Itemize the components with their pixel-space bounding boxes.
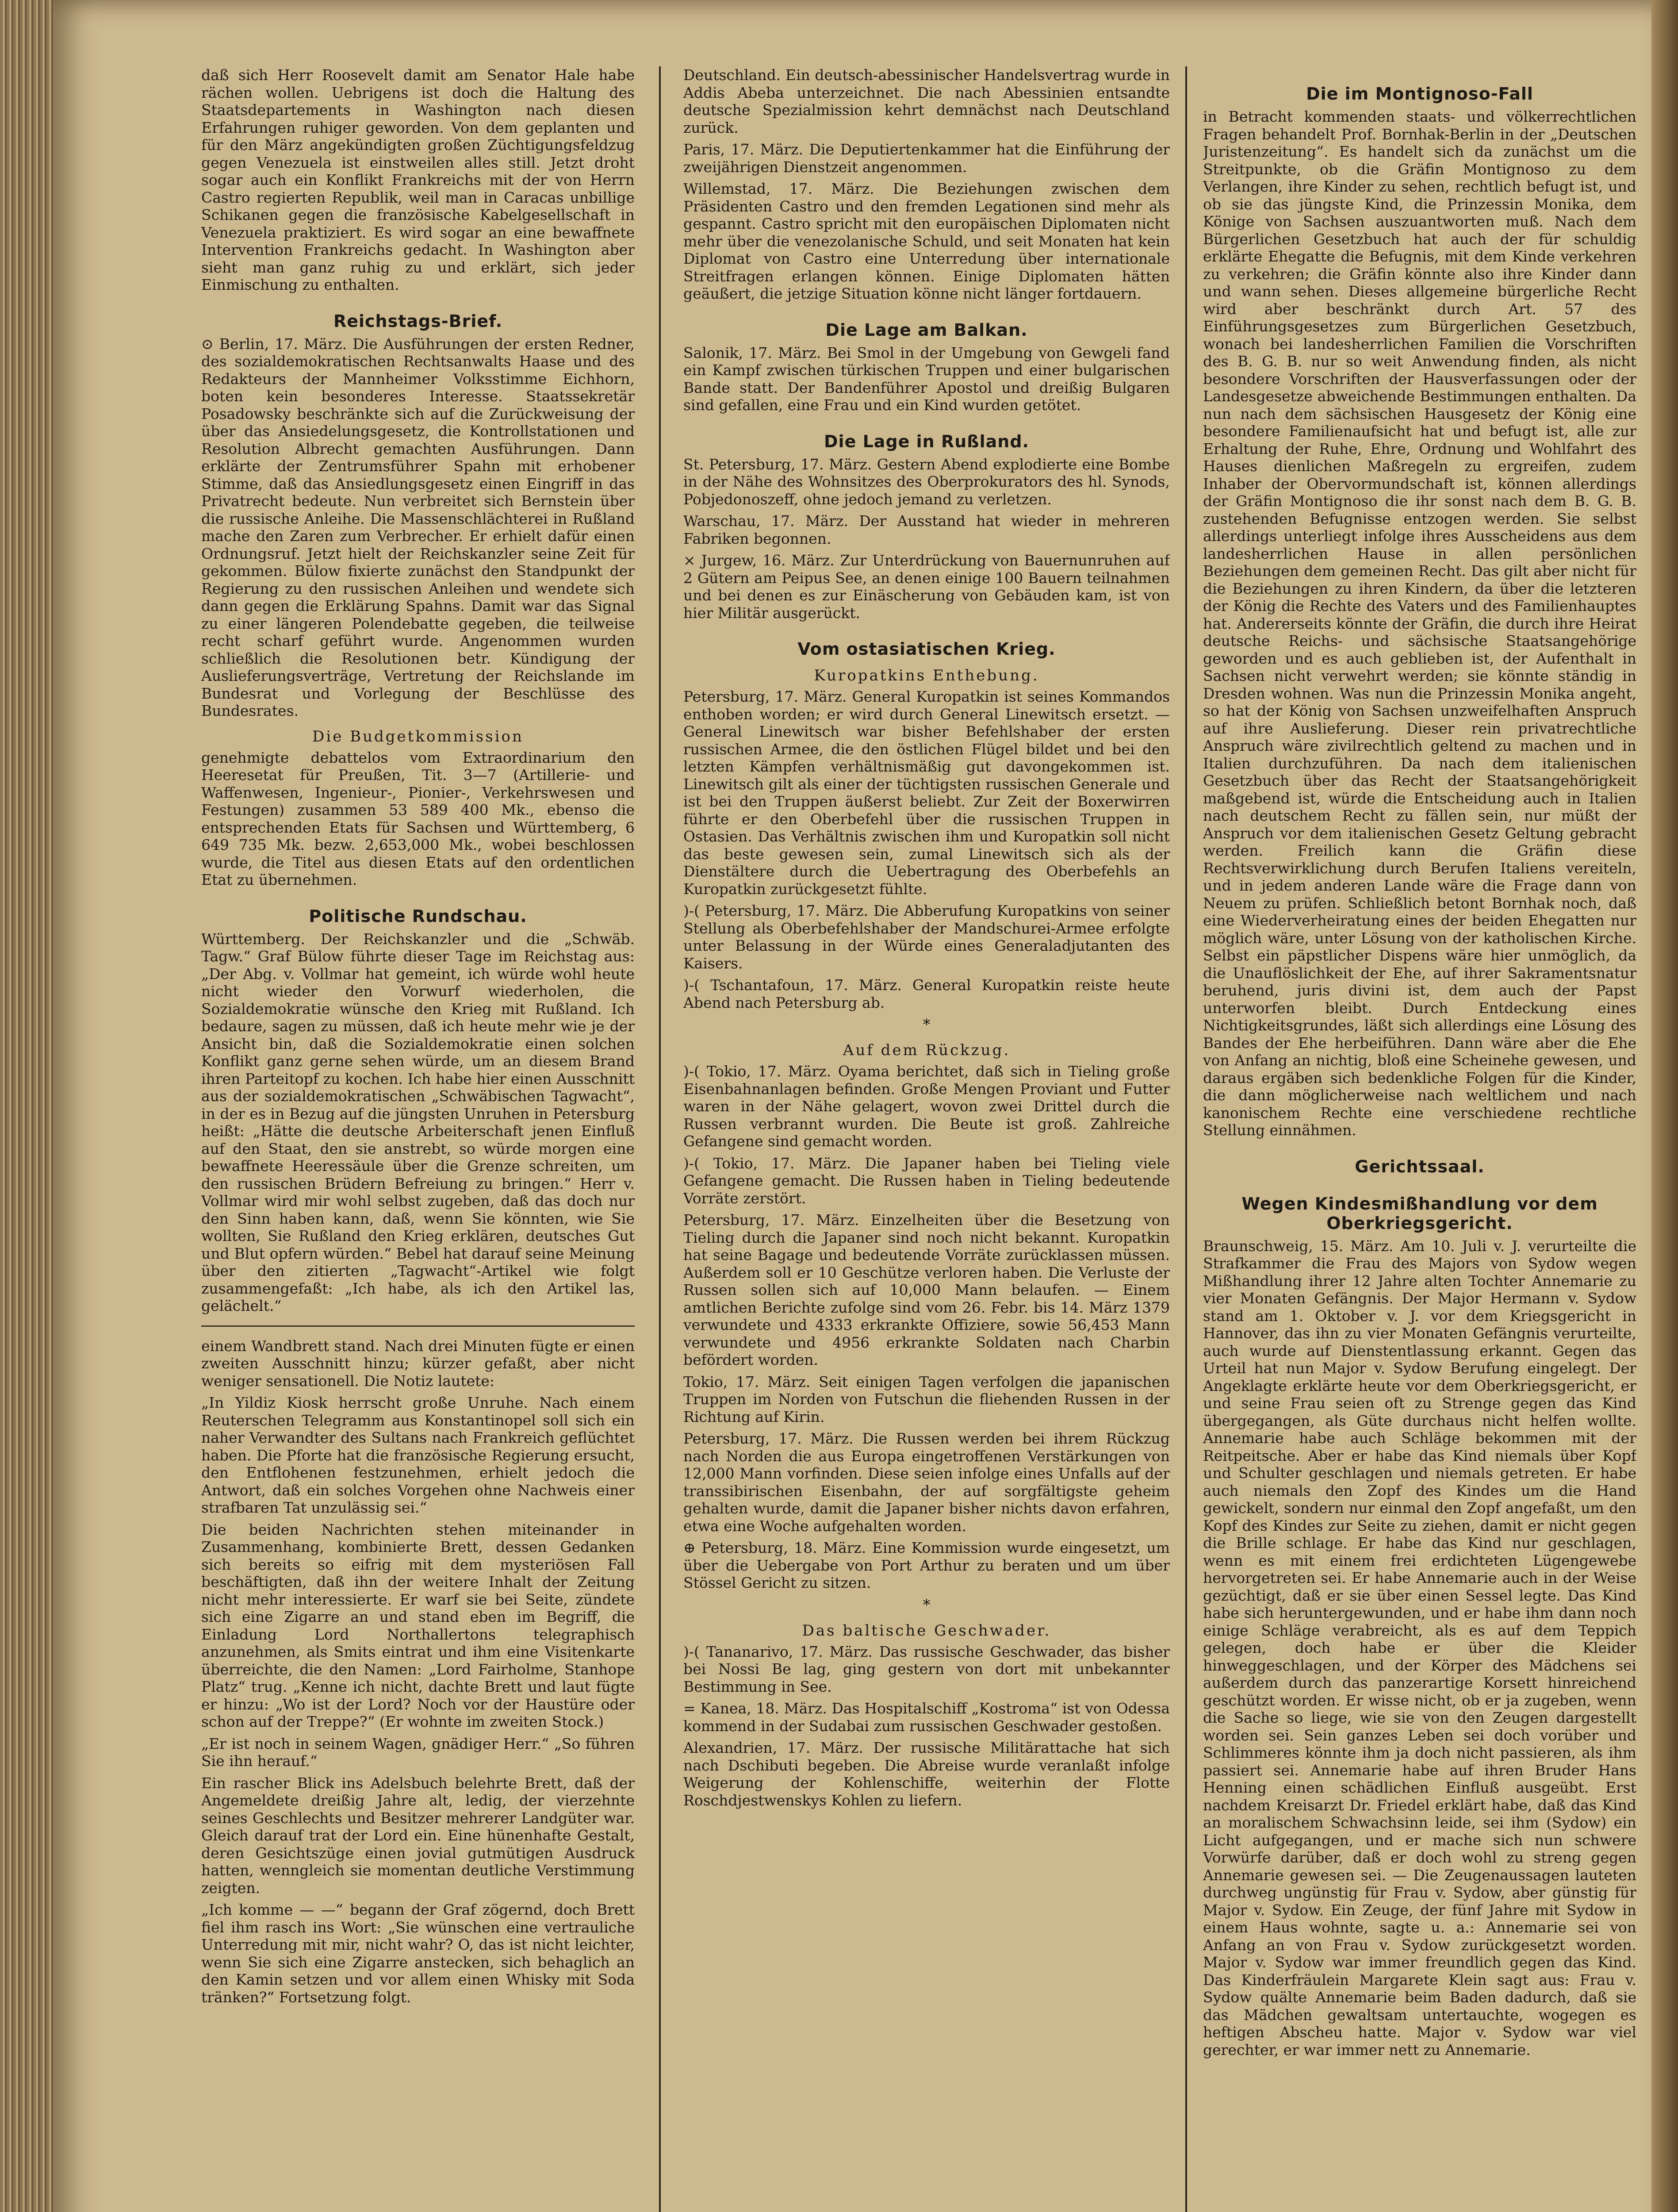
- feuilleton-text: „In Yildiz Kiosk herrscht große Unruhe. Nach einem Reuterschen Telegramm aus Konstantinopel soll sich ein naher Verwandter des Sultans nach Frankreich geflüchtet haben. Die Pforte hat die französische Regierung ersucht, den Entflohenen festzunehmen, erhielt jedoch die Antwort, daß ein solches Vorgehen ohne Nachweis einer strafbaren Tat unzulässig sei.“: [201, 1394, 635, 1516]
- section-subheading: Das baltische Geschwader.: [802, 1621, 1051, 1640]
- article-text: ⊙ Berlin, 17. März. Die Ausführungen der ersten Redner, des sozialdemokratischen Rechtsanwalts Haase und des Redakteurs der Mannheimer Volksstimme Eichhorn, boten kein besonderes Interesse. Staatssekretär Posadowsky beschränkte sich auf die Zurückweisung der über das Ansiedelungsgesetz, die Kontrollstationen und Resolution Albrecht gemachten Ausführungen. Dann erklärte der Zentrumsführer Spahn mit erhobener Stimme, daß das Ansiedlungsgesetz einen Eingriff in das Privatrecht bedeute. Nun verbreitet sich Bernstein über die russische Anleihe. Die Massenschlächterei in Rußland mache den Zaren zum Verbrecher. Er erhielt dafür einen Ordnungsruf. Jetzt hielt der Reichskanzler seine Zeit für gekommen. Bülow fixierte zunächst den Standpunkt der Regierung zu den russischen Anleihen und wendete sich dann gegen die Erklärung Spahns. Damit war das Signal zu einer längeren Polendebatte gegeben, die teilweise recht scharf geführt wurde. Angenommen wurden schließlich die Resolutionen betr. Kündigung der Auslieferungsverträge, Vertretung der Reichslande im Bundesrat und Vorlegung der Beschlüsse des Bundesrates.: [201, 335, 635, 719]
- article-text: Salonik, 17. März. Bei Smol in der Umgebung von Gewgeli fand ein Kampf zwischen türkischen Truppen und einer bulgarischen Bande statt. Der Bandenführer Apostol und dreißig Bulgaren sind gefallen, eine Frau und ein Kind wurden getötet.: [683, 344, 1170, 414]
- section-heading: Vom ostasiatischen Krieg.: [797, 639, 1056, 659]
- section-heading: Wegen Kindesmißhandlung vor dem Oberkriegsgericht.: [1241, 1194, 1598, 1233]
- next-page-edge: [1651, 0, 1678, 2212]
- article-text: daß sich Herr Roosevelt damit am Senator Hale habe rächen wollen. Uebrigens ist doch die Haltung des Staatsdepartements in Washington nach diesen Erfahrungen ruhiger geworden. Von dem geplanten und für den März angekündigten großen Züchtigungsfeldzug gegen Venezuela ist einstweilen alles still. Jetzt droht sogar auch ein Konflikt Frankreichs mit der von Herrn Castro regierten Republik, weil man in Caracas unbillige Schikanen gegen die französische Kabelgesellschaft in Venezuela praktiziert. Es wird sogar an eine bewaffnete Intervention Frankreichs gedacht. In Washington aber sieht man ganz ruhig zu und erklärt, sich jeder Einmischung zu enthalten.: [201, 66, 635, 293]
- feuilleton-text: Ein rascher Blick ins Adelsbuch belehrte Brett, daß der Angemeldete dreißig Jahre alt, ledig, der vierzehnte seines Geschlechts und Besitzer mehrerer Landgüter war. Gleich darauf trat der Lord ein. Eine hünenhafte Gestalt, deren Gesichtszüge einen jovial gutmütigen Ausdruck hatten, wenngleich sie momentan deutliche Verstimmung zeigten.: [201, 1774, 635, 1897]
- section-heading: Gerichtssaal.: [1355, 1156, 1485, 1176]
- section-subheading: Die Budgetkommission: [312, 727, 524, 745]
- article-text: St. Petersburg, 17. März. Gestern Abend explodierte eine Bombe in der Nähe des Wohnsitzes des Oberprokurators des hl. Synods, Pobjedonoszeff, ohne jedoch jemand zu verletzen.: [683, 455, 1170, 508]
- article-text: Paris, 17. März. Die Deputiertenkammer hat die Einführung der zweijährigen Dienstzeit angenommen.: [683, 141, 1170, 176]
- article-text: Württemberg. Der Reichskanzler und die „Schwäb. Tagw.“ Graf Bülow führte dieser Tage im Reichstag aus: „Der Abg. v. Vollmar hat gemeint, ich würde wohl heute nicht wieder den Vorwurf wiederholen, die Sozialdemokratie wünsche den Krieg mit Rußland. Ich bedaure, sagen zu müssen, daß ich heute mehr wie je der Ansicht bin, daß die Sozialdemokratie einen solchen Konflikt ganz gerne sehen würde, um an diesem Brand ihren Parteitopf zu kochen. Ich habe hier einen Ausschnitt aus der sozialdemokratischen „Schwäbischen Tagwacht“, in der es in Bezug auf die jüngsten Unruhen in Petersburg heißt: „Hätte die deutsche Arbeiterschaft jenen Einfluß auf den Staat, den sie anstrebt, so würde morgen eine bewaffnete Heeressäule über die Grenze schreiten, um den russischen Brüdern Befreiung zu bringen.“ Herr v. Vollmar wird mir wohl selbst zugeben, daß das doch nur den Sinn haben kann, daß, wenn Sie könnten, wie Sie wollten, Sie Rußland den Krieg erklären, deutsches Gut und Blut opfern würden.“ Bebel hat darauf seine Meinung über den zitierten „Tagwacht“-Artikel wie folgt zusammengefaßt: „Ich habe, als ich den Artikel las, gelächelt.“: [201, 930, 635, 1314]
- article-text: ⊕ Petersburg, 18. März. Eine Kommission wurde eingesetzt, um über die Uebergabe von Port Arthur zu beraten und um über Stössel Gericht zu sitzen.: [683, 1539, 1170, 1591]
- article-text: in Betracht kommenden staats- und völkerrechtlichen Fragen behandelt Prof. Bornhak-Berlin in der „Deutschen Juristenzeitung“. Es handelt sich da zunächst um die Streitpunkte, ob die Gräfin Montignoso zu dem Verlangen, ihre Kinder zu sehen, rechtlich befugt ist, und ob sie das jüngste Kind, die Prinzessin Monika, dem Könige von Sachsen auszuantworten muß. Nach dem Bürgerlichen Gesetzbuch hat auch der für schuldig erklärte Ehegatte die Befugnis, mit dem Kinde verkehren zu verkehren; die Gräfin könnte also ihre Kinder dann und wann sehen. Dieses allgemeine bürgerliche Recht wird aber beschränkt durch Art. 57 des Einführungsgesetzes zum Bürgerlichen Gesetzbuch, wonach bei landesherrlichen Familien die Vorschriften des B. G. B. nur so weit Anwendung finden, als nicht besondere Vorschriften der Hausverfassungen oder der Landesgesetze abweichende Bestimmungen enthalten. Da nun nach dem sächsischen Hausgesetz der König eine besondere Familienaufsicht hat und befugt ist, alle zur Erhaltung der Ruhe, Ehre, Ordnung und Wohlfahrt des Hauses dienlichen Maßregeln zu ergreifen, zudem Inhaber der Obervormundschaft ist, können allerdings der Gräfin Montignoso die ihr sonst nach dem B. G. B. zustehenden Befugnisse entzogen werden. Sie selbst allerdings unterliegt infolge ihres Ausscheidens aus dem landesherrlichen Hause in allen persönlichen Beziehungen dem gemeinen Recht. Das gilt aber nicht für die Beziehungen zu ihren Kindern, da über die letzteren der König die Rechte des Vaters und des Familienhauptes hat. Andererseits könnte der Gräfin, die durch ihre Heirat deutsche Reichs- und sächsische Staatsangehörige geworden und es auch geblieben ist, der Aufenthalt in Sachsen nicht verwehrt werden; sie könnte ständig in Dresden wohnen. Was nun die Prinzessin Monika angeht, so hat der König von Sachsen unzweifelhaften Anspruch auf ihre Auslieferung. Dieser rein privatrechtliche Anspruch wäre zivilrechtlich geltend zu machen und in Italien durchzuführen. Da nach dem italienischen Gesetzbuch über das Recht der Staatsangehörigkeit maßgebend ist, würde die Entscheidung auch in Italien nach deutschem Recht zu fällen sein, nur müßt der Anspruch vor dem italienischen Gesetz Geltung gebracht werden. Freilich kann die Gräfin diese Rechtsverwirklichung durch Berufen Italiens vereiteln, und in jedem anderen Lande wäre die Frage dann von Neuem zu prüfen. Schließlich betont Bornhak noch, daß eine Wiederverheiratung eines der beiden Ehegatten nur möglich wäre, unter Lösung von der katholischen Kirche. Selbst ein päpstlicher Dispens wäre hier unmöglich, da die Unauflöslichkeit der Ehe, auf ihrer Sakramentsnatur beruhend, juris divini ist, dem auch der Papst unterworfen bleibt. Durch Entdeckung eines Nichtigkeitsgrundes, läßt sich allerdings eine Lösung des Bandes der Ehe herbeiführen. Dann wäre aber die Ehe von Anfang an nichtig, bloß eine Scheinehe gewesen, und daraus ergäben sich bedenkliche Folgen für die Kinder, die dann möglicherweise nach weltlichem und nach kanonischem Rechte eine verschiedene rechtliche Stellung einnähmen.: [1203, 108, 1636, 1139]
- section-heading: Die Lage am Balkan.: [825, 320, 1028, 340]
- article-text: )-( Tschantafoun, 17. März. General Kuropatkin reiste heute Abend nach Petersburg ab.: [683, 976, 1170, 1011]
- article-text: Petersburg, 17. März. Einzelheiten über die Besetzung von Tieling durch die Japaner sind noch nicht bekannt. Kuropatkin hat seine Bagage und bedeutende Vorräte zurücklassen müssen. Außerdem soll er 10 Geschütze verloren haben. Die Verluste der Russen sollen sich auf 10,000 Mann belaufen. — Einem amtlichen Berichte zufolge sind vom 26. Febr. bis 14. März 1379 verwundete und 4333 erkrankte Offiziere, sowie 56,453 Mann verwundete und 4956 erkrankte Soldaten nach Charbin befördert worden.: [683, 1211, 1170, 1368]
- article-text: )-( Tananarivo, 17. März. Das russische Geschwader, das bisher bei Nossi Be lag, ging gestern von dort mit unbekannter Bestimmung in See.: [683, 1643, 1170, 1695]
- article-text: )-( Tokio, 17. März. Die Japaner haben bei Tieling viele Gefangene gemacht. Die Russen haben in Tieling bedeutende Vorräte zerstört.: [683, 1154, 1170, 1207]
- article-text: Willemstad, 17. März. Die Beziehungen zwischen dem Präsidenten Castro und den fremden Legationen sind mehr als gespannt. Castro spricht mit den europäischen Diplomaten nicht mehr über die venezolanische Schuld, und seit Monaten hat kein Diplomat von Castro eine Unterredung über internationale Streitfragen erlangen können. Einige Diplomaten hätten geäußert, die jetzige Situation könne nicht länger fortdauern.: [683, 180, 1170, 302]
- article-text: = Kanea, 18. März. Das Hospitalschiff „Kostroma“ ist von Odessa kommend in der Sudabai zum russischen Geschwader gestoßen.: [683, 1700, 1170, 1735]
- article-text: Petersburg, 17. März. Die Russen werden bei ihrem Rückzug nach Norden die aus Europa eingetroffenen Verstärkungen von 12,000 Mann vorfinden. Diese seien infolge eines Unfalls auf der transsibirischen Eisenbahn, der auf sorgfältigste geheim gehalten wurde, damit die Japaner bisher nichts davon erfahren, etwa eine Woche aufgehalten worden.: [683, 1430, 1170, 1535]
- article-text: Tokio, 17. März. Seit einigen Tagen verfolgen die japanischen Truppen im Norden von Futschun die fliehenden Russen in der Richtung auf Kirin.: [683, 1373, 1170, 1425]
- article-text: Braunschweig, 15. März. Am 10. Juli v. J. verurteilte die Strafkammer die Frau des Majors von Sydow wegen Mißhandlung ihrer 12 Jahre alten Tochter Annemarie zu vier Monaten Gefängnis. Der Major Hermann v. Sydow stand am 1. Oktober v. J. vor dem Kriegsgericht in Hannover, das ihn zu vier Monaten Gefängnis verurteilte, auch wurde auf Dienstentlassung erkannt. Gegen das Urteil hat nun Major v. Sydow Berufung eingelegt. Der Angeklagte erklärte heute vor dem Oberkriegsgericht, er und seine Frau seien oft zu Strenge gegen das Kind übergegangen, als Güte durchaus nicht helfen wollte. Annemarie habe auch Schläge bekommen mit der Reitpeitsche. Aber er habe das Kind niemals über Kopf und Schulter geschlagen und niemals getreten. Er habe auch niemals den Zopf des Kindes um die Hand gewickelt, sondern nur einmal den Zopf angefaßt, um den Kopf des Kindes zur Seite zu ziehen, damit er nicht gegen die Brille schlage. Er habe das Kind nur geschlagen, wenn es mit einem frei erdichteten Lügengewebe hervorgetreten sei. Er habe Annemarie auch in der Weise gezüchtigt, daß er sie über einen Sessel legte. Das Kind habe sich heruntergewunden, und er habe ihm dann noch einige Schläge verabreicht, als es auf dem Teppich gelegen, doch habe er über die Kleider hinweggeschlagen, und der Körper des Mädchens sei außerdem durch das panzerartige Korsett hinreichend geschützt worden. Er wisse nicht, ob er ja zugeben, wenn die Sache so liege, wie sie von den Zeugen dargestellt worden sei. Sein ganzes Leben sei doch vorüber und Schlimmeres könnte ihm ja doch nicht passieren, als ihm passiert sei. Annemarie habe auf ihren Bruder Hans Henning einen schädlichen Einfluß ausgeübt. Erst nachdem Kreisarzt Dr. Friedel erklärt habe, daß das Kind an moralischem Schwachsinn leide, sei ihm (Sydow) ein Licht aufgegangen, und er mache sich nun schwere Vorwürfe darüber, daß er doch wohl zu streng gegen Annemarie gewesen sei. — Die Zeugenaussagen lauteten durchweg ungünstig für Frau v. Sydow, aber günstig für Major v. Sydow. Ein Zeuge, der fünf Jahre mit Sydow in einem Haus wohnte, sagte u. a.: Annemarie sei von Anfang an von Frau v. Sydow zurückgesetzt worden. Major v. Sydow war immer freundlich gegen das Kind. Das Kinderfräulein Margarete Klein sagt aus: Frau v. Sydow quälte Annemarie beim Baden dadurch, daß sie das Mädchen gewaltsam untertauchte, wogegen es heftigen Abscheu hatte. Major v. Sydow war viel gerechter, er war immer nett zu Annemarie.: [1203, 1237, 1636, 2058]
- article-text: )-( Tokio, 17. März. Oyama berichtet, daß sich in Tieling große Eisenbahnanlagen befinden. Große Mengen Proviant und Futter waren in der Nähe gelagert, wovon zwei Drittel durch die Russen verbrannt wurden. Die Beute ist groß. Zahlreiche Gefangene sind gemacht worden.: [683, 1063, 1170, 1150]
- article-text: genehmigte debattelos vom Extraordinarium den Heeresetat für Preußen, Tit. 3—7 (Artillerie- und Waffenwesen, Ingenieur-, Pionier-, Verkehrswesen und Festungen) zusammen 53 589 400 Mk., ebenso die entsprechenden Etats für Sachsen und Württemberg, 6 649 735 Mk. bezw. 2,653,000 Mk., wobei beschlossen wurde, die Titel aus diesen Etats auf den ordentlichen Etat zu übernehmen.: [201, 749, 635, 888]
- column-rule: [1185, 66, 1187, 2212]
- feuilleton-text: Die beiden Nachrichten stehen miteinander in Zusammenhang, kombinierte Brett, dessen Gedanken sich bereits so eifrig mit dem mysteriösen Fall beschäftigten, daß ihn der weitere Inhalt der Zeitung nicht mehr interessierte. Er warf sie bei Seite, zündete sich eine Zigarre an und stand eben im Begriff, die Einladung Lord Northallertons telegraphisch anzunehmen, als Smits eintrat und ihm eine Visitenkarte überreichte, die den Namen: „Lord Fairholme, Stanhope Platz“ trug. „Kenne ich nicht, dachte Brett und laut fügte er hinzu: „Wo ist der Lord? Noch vor der Haustüre oder schon auf der Treppe?“ (Er wohnte im zweiten Stock.): [201, 1521, 635, 1730]
- article-text: )-( Petersburg, 17. März. Die Abberufung Kuropatkins von seiner Stellung als Oberbefehlshaber der Mandschurei-Armee erfolgte unter Belassung in der Würde eines Generaladjutanten des Kaisers.: [683, 902, 1170, 972]
- asterisk-divider: *: [923, 1016, 931, 1033]
- article-text: × Jurgew, 16. März. Zur Unterdrückung von Bauernunruhen auf 2 Gütern am Peipus See, an denen einige 100 Bauern teilnahmen und bei denen es zur Einäscherung von Gebäuden kam, ist von hier Militär ausgerückt.: [683, 552, 1170, 622]
- article-text: Warschau, 17. März. Der Ausstand hat wieder in mehreren Fabriken begonnen.: [683, 512, 1170, 547]
- article-text: Petersburg, 17. März. General Kuropatkin ist seines Kommandos enthoben worden; er wird durch General Linewitsch ersetzt. — General Linewitsch war bisher Befehlshaber der ersten russischen Armee, die den östlichen Flügel bildet und bei den letzten Kämpfen verhältnismäßig gut davongekommen ist. Linewitsch gilt als einer der tüchtigsten russischen Generale und ist bei den Truppen äußerst beliebt. Zur Zeit der Boxerwirren führte er den Oberbefehl über die russischen Truppen in Ostasien. Das Verhältnis zwischen ihm und Kuropatkin soll nicht das beste gewesen sein, zumal Linewitsch sich als der Dienstältere durch die Uebertragung des Oberbefehls an Kuropatkin zurückgesetzt fühlte.: [683, 688, 1170, 898]
- feuilleton-text: „Ich komme — —“ begann der Graf zögernd, doch Brett fiel ihm rasch ins Wort: „Sie wünschen eine vertrauliche Unterredung mit mir, nicht wahr? O, das ist nicht leichter, wenn Sie sich eine Zigarre anstecken, sich behaglich an den Kamin setzen und vor allem einen Whisky mit Soda tränken?“ Fortsetzung folgt.: [201, 1901, 635, 2006]
- section-subheading: Auf dem Rückzug.: [843, 1041, 1011, 1059]
- section-heading: Die Lage in Rußland.: [824, 431, 1029, 451]
- section-subheading: Kuropatkins Enthebung.: [814, 667, 1039, 684]
- asterisk-divider: *: [923, 1596, 931, 1614]
- article-text: Alexandrien, 17. März. Der russische Militärattache hat sich nach Dschibuti begeben. Die Abreise wurde veranlaßt infolge Weigerung der Kohlenschiffe, weiterhin der Flotte Roschdjestwenskys Kohlen zu liefern.: [683, 1739, 1170, 1809]
- column-right: [1203, 66, 1636, 2212]
- feuilleton-text: „Er ist noch in seinem Wagen, gnädiger Herr.“ „So führen Sie ihn herauf.“: [201, 1735, 635, 1770]
- article-text: Deutschland. Ein deutsch-abessinischer Handelsvertrag wurde in Addis Abeba unterzeichnet. Die nach Abessinien entsandte deutsche Spezialmission kehrt demnächst nach Deutschland zurück.: [683, 66, 1170, 136]
- column-left: [201, 66, 635, 2212]
- section-heading: Die im Montignoso-Fall: [1306, 84, 1533, 104]
- column-rule: [659, 66, 661, 2212]
- section-heading: Reichstags-Brief.: [333, 311, 503, 331]
- section-heading: Politische Rundschau.: [309, 906, 527, 926]
- book-block-edge: [0, 0, 53, 2212]
- feuilleton-text: einem Wandbrett stand. Nach drei Minuten fügte er einen zweiten Ausschnitt hinzu; kürzer gefaßt, aber nicht weniger sensationell. Die Notiz lautete:: [201, 1337, 635, 1390]
- column-middle: [683, 66, 1170, 2212]
- feuilleton-divider: [201, 1325, 635, 1327]
